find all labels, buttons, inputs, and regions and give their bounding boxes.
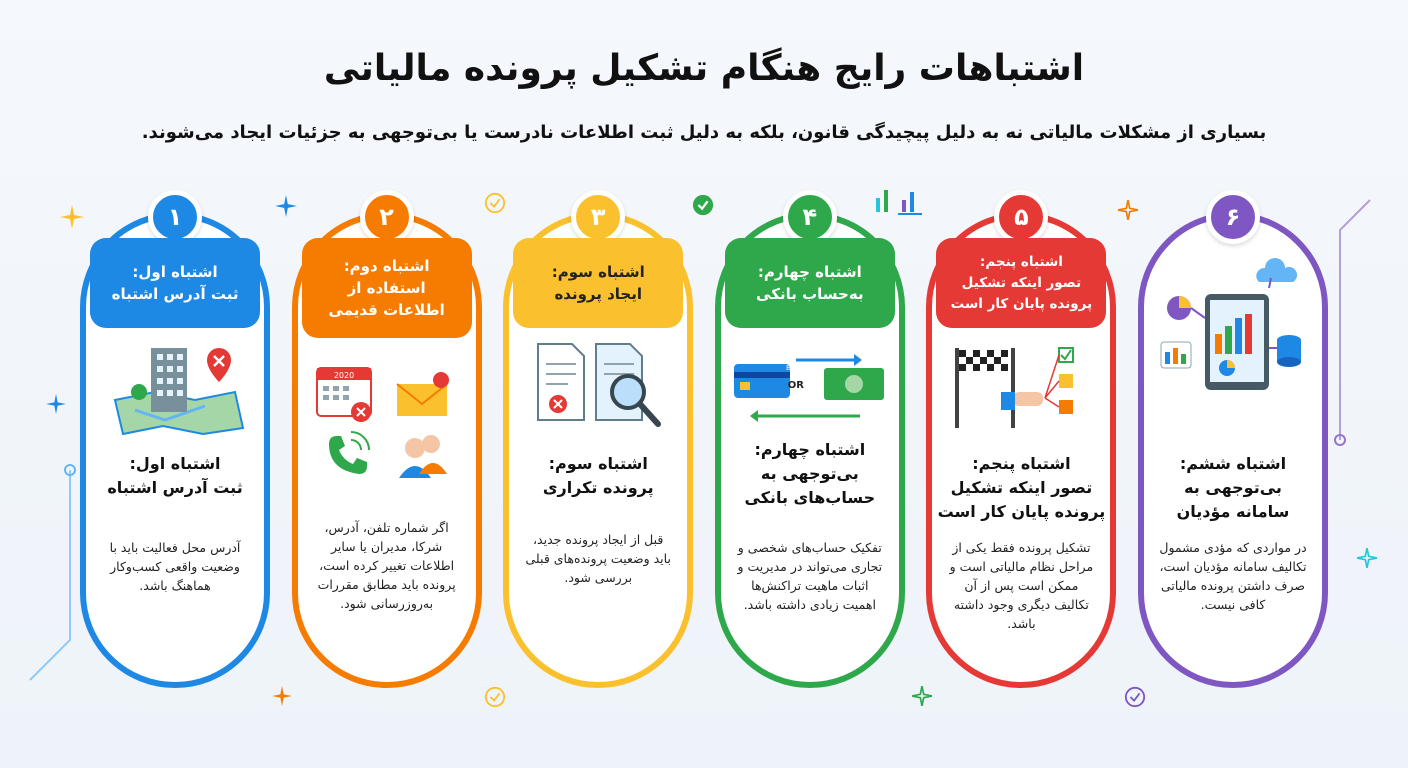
card-subtitle: اشتباه سوم: پرونده تکراری: [542, 454, 654, 497]
card-mistake-5: [926, 190, 1116, 710]
calendar-mail-phone-people-icon: [307, 360, 467, 490]
card-header: اشتباه پنجم: تصور اینکه تشکیل پرونده پایان کار است: [936, 238, 1106, 328]
card-subtitle: اشتباه پنجم: تصور اینکه تشکیل پرونده پایان کار است: [937, 454, 1106, 521]
card-header: اشتباه سوم: ایجاد پرونده: [513, 238, 683, 328]
sparkle-icon: [46, 394, 66, 414]
card-mistake-1: [80, 190, 270, 710]
card-mistake-4: [715, 190, 905, 710]
card-header: اشتباه اول: ثبت آدرس اشتباه: [90, 238, 260, 328]
step-number-badge: ۶: [1206, 190, 1260, 244]
step-number-badge: ۱: [148, 190, 202, 244]
card-subtitle: اشتباه ششم: بی‌توجهی به سامانه مؤدیان: [1176, 454, 1290, 521]
card-mistake-3: [503, 190, 693, 710]
card-header: اشتباه چهارم: به‌حساب بانکی: [725, 238, 895, 328]
page-subtitle: بسیاری از مشکلات مالیاتی نه به دلیل پیچیدگی قانون، بلکه به دلیل ثبت اطلاعات نادرست یا بی‌توجهی به جزئیات ایجاد می‌شوند.: [141, 122, 1267, 143]
card-subtitle: اشتباه اول: ثبت آدرس اشتباه: [107, 454, 243, 497]
sparkle-icon: [1357, 548, 1377, 568]
svg-text:2020: 2020: [333, 371, 354, 380]
mistake-cards: [80, 190, 1328, 710]
tablet-dashboard-cloud-icon: [1153, 248, 1313, 398]
card-header: اشتباه دوم: استفاده از اطلاعات قدیمی: [302, 238, 472, 338]
documents-magnifier-icon: [518, 340, 678, 435]
step-number-badge: ۳: [571, 190, 625, 244]
step-number-badge: ۲: [360, 190, 414, 244]
svg-text:BANK: BANK: [785, 364, 806, 372]
card-body-text: تشکیل پرونده فقط یکی از مراحل نظام مالیاتی است و ممکن است پس از آن تکالیف دیگری وجود داشته باشد.: [949, 540, 1094, 631]
card-body-text: قبل از ایجاد پرونده جدید، باید وضعیت پرونده‌های قبلی بررسی شود.: [525, 532, 671, 585]
building-map-error-icon: [95, 340, 255, 435]
card-body-text: اگر شماره تلفن، آدرس، شرکا، مدیران یا سایر اطلاعات تغییر کرده است، پرونده باید مطابق مقررات به‌روزرسانی شود.: [317, 520, 456, 611]
bank-card-cash-icon: [730, 340, 890, 435]
finish-line-checklist-icon: [941, 340, 1101, 435]
card-mistake-2: [292, 190, 482, 710]
step-number-badge: ۴: [783, 190, 837, 244]
page-title: اشتباهات رایج هنگام تشکیل پرونده مالیاتی: [323, 48, 1085, 89]
svg-text:OR: OR: [787, 380, 804, 391]
circuit-lines-icon: [1330, 190, 1390, 450]
step-number-badge: ۵: [994, 190, 1048, 244]
card-body-text: در مواردی که مؤدی مشمول تکالیف سامانه مؤدیان است، صرف داشتن پرونده مالیاتی کافی نیست.: [1159, 540, 1307, 612]
card-body-text: تفکیک حساب‌های شخصی و تجاری می‌تواند در مدیریت و اثبات ماهیت تراکنش‌ها اهمیت زیادی داشته باشد.: [737, 540, 883, 612]
card-subtitle: اشتباه چهارم: بی‌توجهی به حساب‌های بانکی: [744, 440, 876, 507]
card-body-text: آدرس محل فعالیت باید با وضعیت واقعی کسب‌وکار هماهنگ باشد.: [109, 540, 241, 593]
circuit-lines-icon: [20, 460, 80, 700]
card-mistake-6: [1138, 190, 1328, 710]
